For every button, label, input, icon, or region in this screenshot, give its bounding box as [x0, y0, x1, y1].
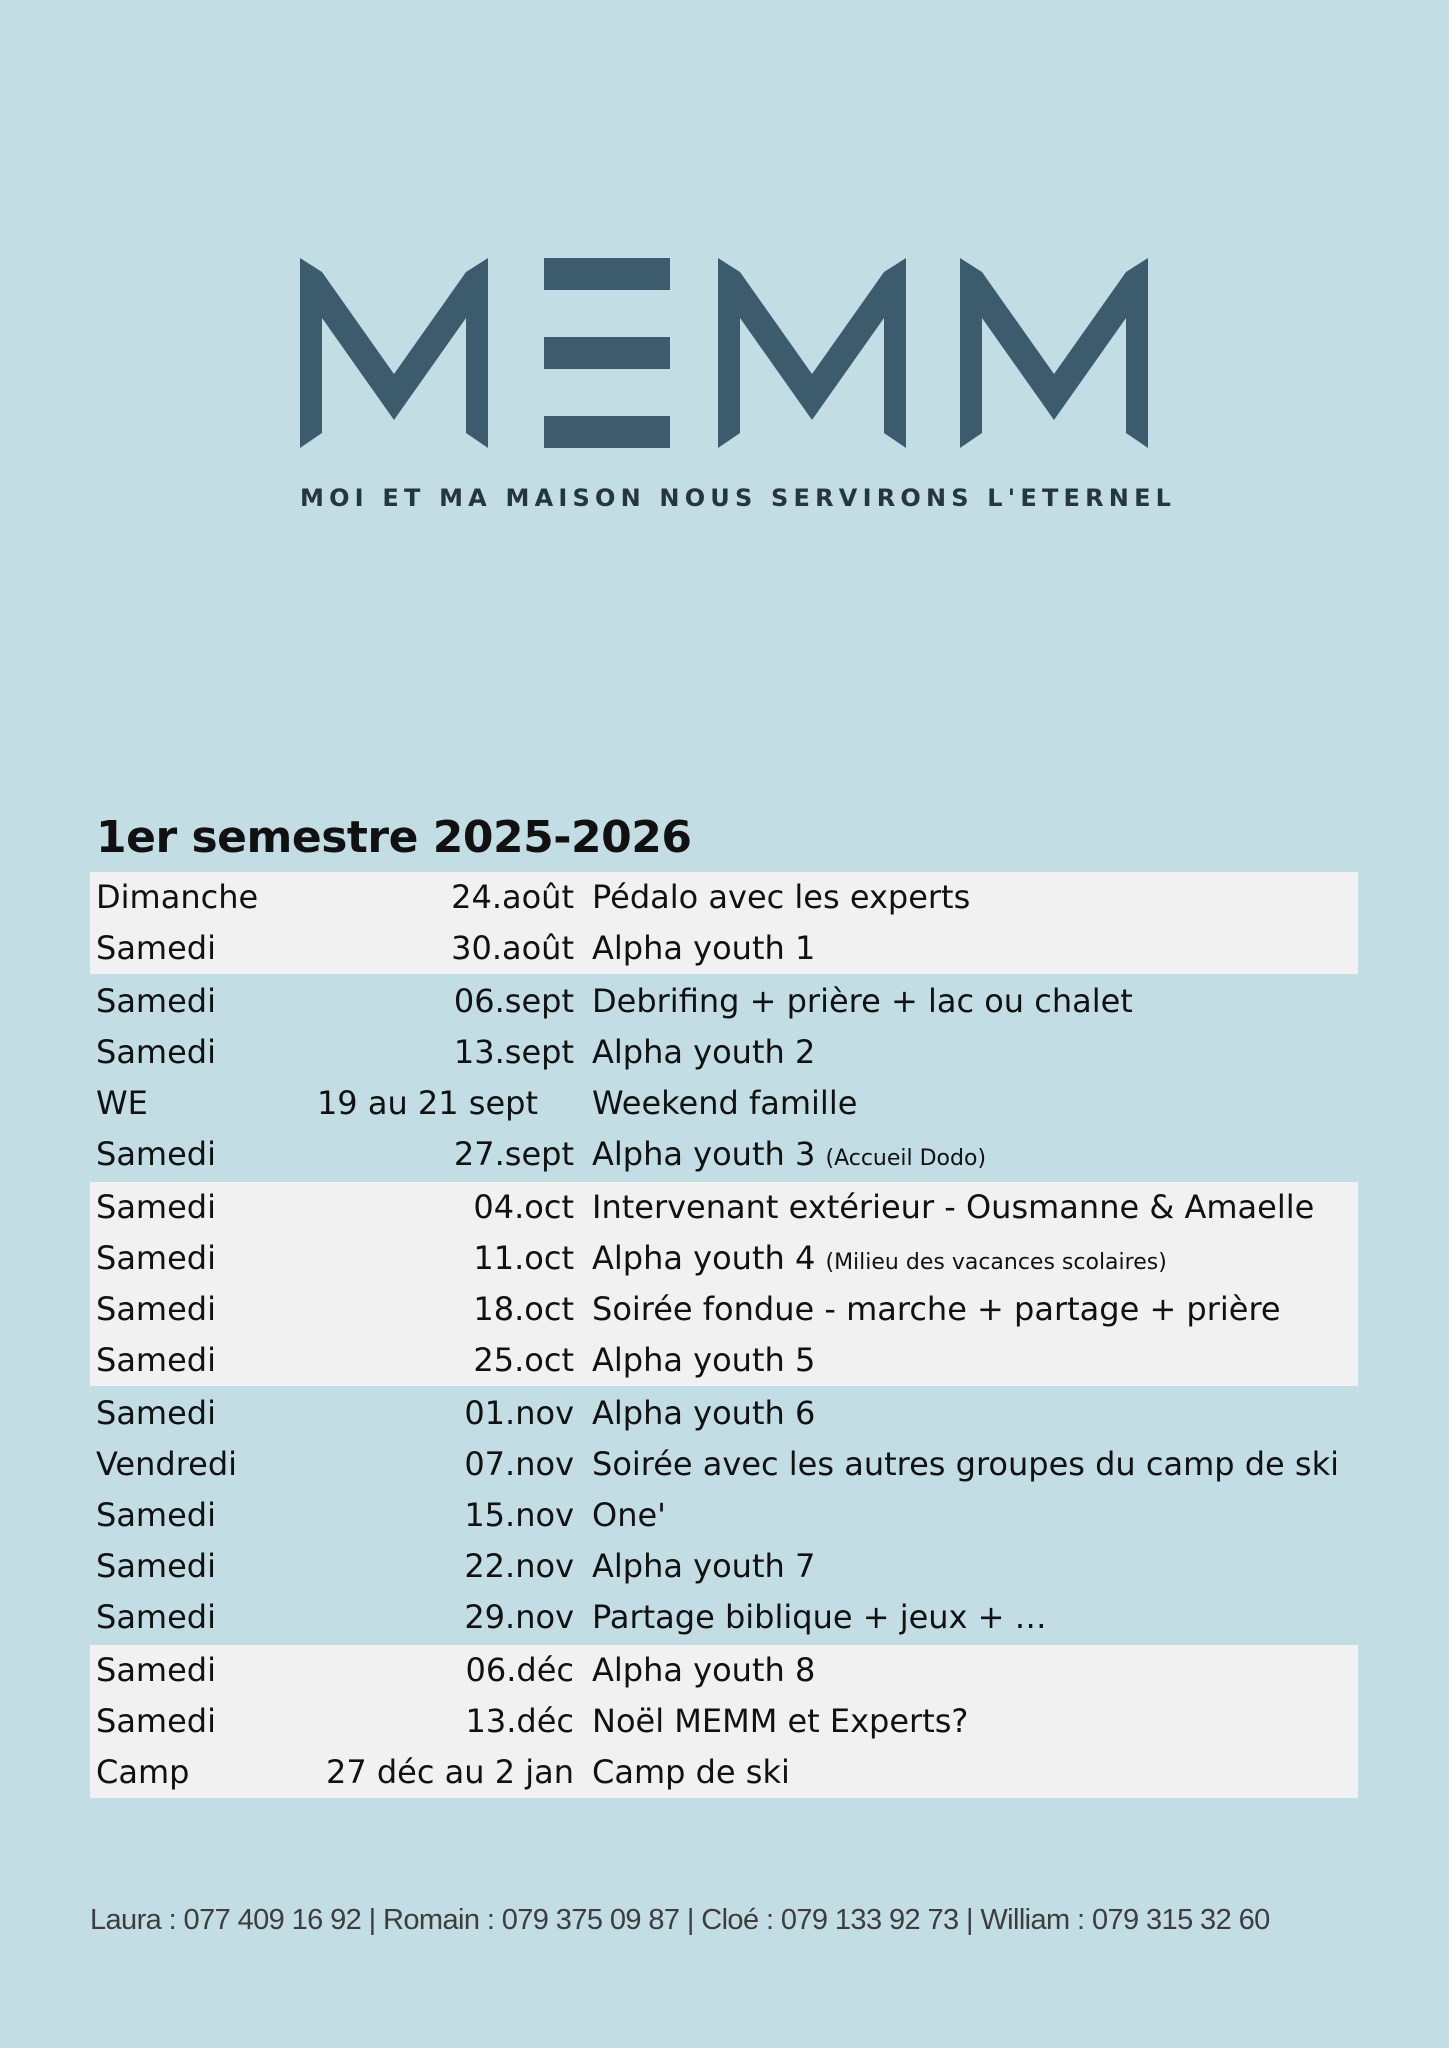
- row-event: Soirée fondue - marche + partage + prière: [592, 1290, 1281, 1328]
- row-day: Samedi: [96, 1702, 216, 1740]
- row-event: Alpha youth 3 (Accueil Dodo): [592, 1135, 987, 1173]
- row-note: (Milieu des vacances scolaires): [825, 1250, 1167, 1275]
- row-event: Alpha youth 2: [592, 1033, 816, 1071]
- schedule-group-december: [90, 1645, 1358, 1798]
- row-date: 07.nov: [464, 1445, 574, 1483]
- table-row: [90, 1592, 1358, 1643]
- row-event: Soirée avec les autres groupes du camp de ski: [592, 1445, 1339, 1483]
- row-date: 27 déc au 2 jan: [325, 1753, 574, 1791]
- table-row: [90, 1747, 1358, 1798]
- row-event: Alpha youth 8: [592, 1651, 816, 1689]
- row-day: Samedi: [96, 1135, 216, 1173]
- table-row: [90, 1078, 1358, 1129]
- row-day: Dimanche: [96, 878, 259, 916]
- row-day: Samedi: [96, 1651, 216, 1689]
- schedule-table: [90, 872, 1358, 1800]
- row-event: Alpha youth 5: [592, 1341, 816, 1379]
- row-day: Samedi: [96, 1341, 216, 1379]
- row-event: Alpha youth 4 (Milieu des vacances scolaires): [592, 1239, 1167, 1277]
- table-row: [90, 1129, 1358, 1180]
- memm-logo: [300, 258, 1148, 448]
- table-row: [90, 1541, 1358, 1592]
- row-event: Pédalo avec les experts: [592, 878, 971, 916]
- row-day: Samedi: [96, 982, 216, 1020]
- schedule-group-october: [90, 1182, 1358, 1386]
- row-day: Samedi: [96, 1290, 216, 1328]
- table-row: [90, 872, 1358, 923]
- row-event: Alpha youth 1: [592, 929, 816, 967]
- row-date: 15.nov: [464, 1496, 574, 1534]
- row-note: (Accueil Dodo): [825, 1146, 987, 1171]
- row-date: 30.août: [451, 929, 574, 967]
- table-row: [90, 1233, 1358, 1284]
- table-row: [90, 1335, 1358, 1386]
- row-event: One': [592, 1496, 666, 1534]
- row-day: Camp: [96, 1753, 190, 1791]
- tagline: MOI ET MA MAISON NOUS SERVIRONS L'ETERNEL: [300, 484, 1177, 512]
- row-day: Samedi: [96, 1394, 216, 1432]
- row-day: Samedi: [96, 929, 216, 967]
- row-date: 24.août: [451, 878, 574, 916]
- row-day: Samedi: [96, 1188, 216, 1226]
- schedule-group-september: [90, 976, 1358, 1180]
- row-day: WE: [96, 1084, 148, 1122]
- row-date: 04.oct: [473, 1188, 574, 1226]
- row-day: Samedi: [96, 1239, 216, 1277]
- row-date: 13.sept: [453, 1033, 574, 1071]
- row-event: Alpha youth 6: [592, 1394, 816, 1432]
- row-event: Alpha youth 7: [592, 1547, 816, 1585]
- row-day: Vendredi: [96, 1445, 238, 1483]
- row-date: 06.déc: [465, 1651, 574, 1689]
- table-row: [90, 923, 1358, 974]
- row-date: 22.nov: [464, 1547, 574, 1585]
- table-row: [90, 1439, 1358, 1490]
- row-date: 13.déc: [465, 1702, 574, 1740]
- row-event: Camp de ski: [592, 1753, 790, 1791]
- row-date: 19 au 21 sept: [316, 1084, 538, 1122]
- table-row: [90, 1696, 1358, 1747]
- table-row: [90, 1645, 1358, 1696]
- row-event: Noël MEMM et Experts?: [592, 1702, 969, 1740]
- table-row: [90, 1284, 1358, 1335]
- row-date: 29.nov: [464, 1598, 574, 1636]
- table-row: [90, 976, 1358, 1027]
- row-day: Samedi: [96, 1033, 216, 1071]
- row-date: 06.sept: [453, 982, 574, 1020]
- row-day: Samedi: [96, 1496, 216, 1534]
- schedule-group-august: [90, 872, 1358, 974]
- row-event: Partage biblique + jeux + …: [592, 1598, 1047, 1636]
- row-date: 11.oct: [473, 1239, 574, 1277]
- row-date: 01.nov: [464, 1394, 574, 1432]
- table-row: [90, 1490, 1358, 1541]
- row-date: 27.sept: [453, 1135, 574, 1173]
- row-day: Samedi: [96, 1547, 216, 1585]
- row-event: Debrifing + prière + lac ou chalet: [592, 982, 1133, 1020]
- row-date: 25.oct: [473, 1341, 574, 1379]
- row-date: 18.oct: [473, 1290, 574, 1328]
- page-title: 1er semestre 2025-2026: [96, 812, 692, 863]
- table-row: [90, 1027, 1358, 1078]
- row-day: Samedi: [96, 1598, 216, 1636]
- table-row: [90, 1388, 1358, 1439]
- contact-footer: Laura : 077 409 16 92 | Romain : 079 375 09 87 | Cloé : 079 133 92 73 | William : 079 315 32 60: [90, 1904, 1270, 1936]
- table-row: [90, 1182, 1358, 1233]
- row-event: Intervenant extérieur - Ousmanne & Amaelle: [592, 1188, 1315, 1226]
- schedule-group-november: [90, 1388, 1358, 1643]
- row-event: Weekend famille: [592, 1084, 858, 1122]
